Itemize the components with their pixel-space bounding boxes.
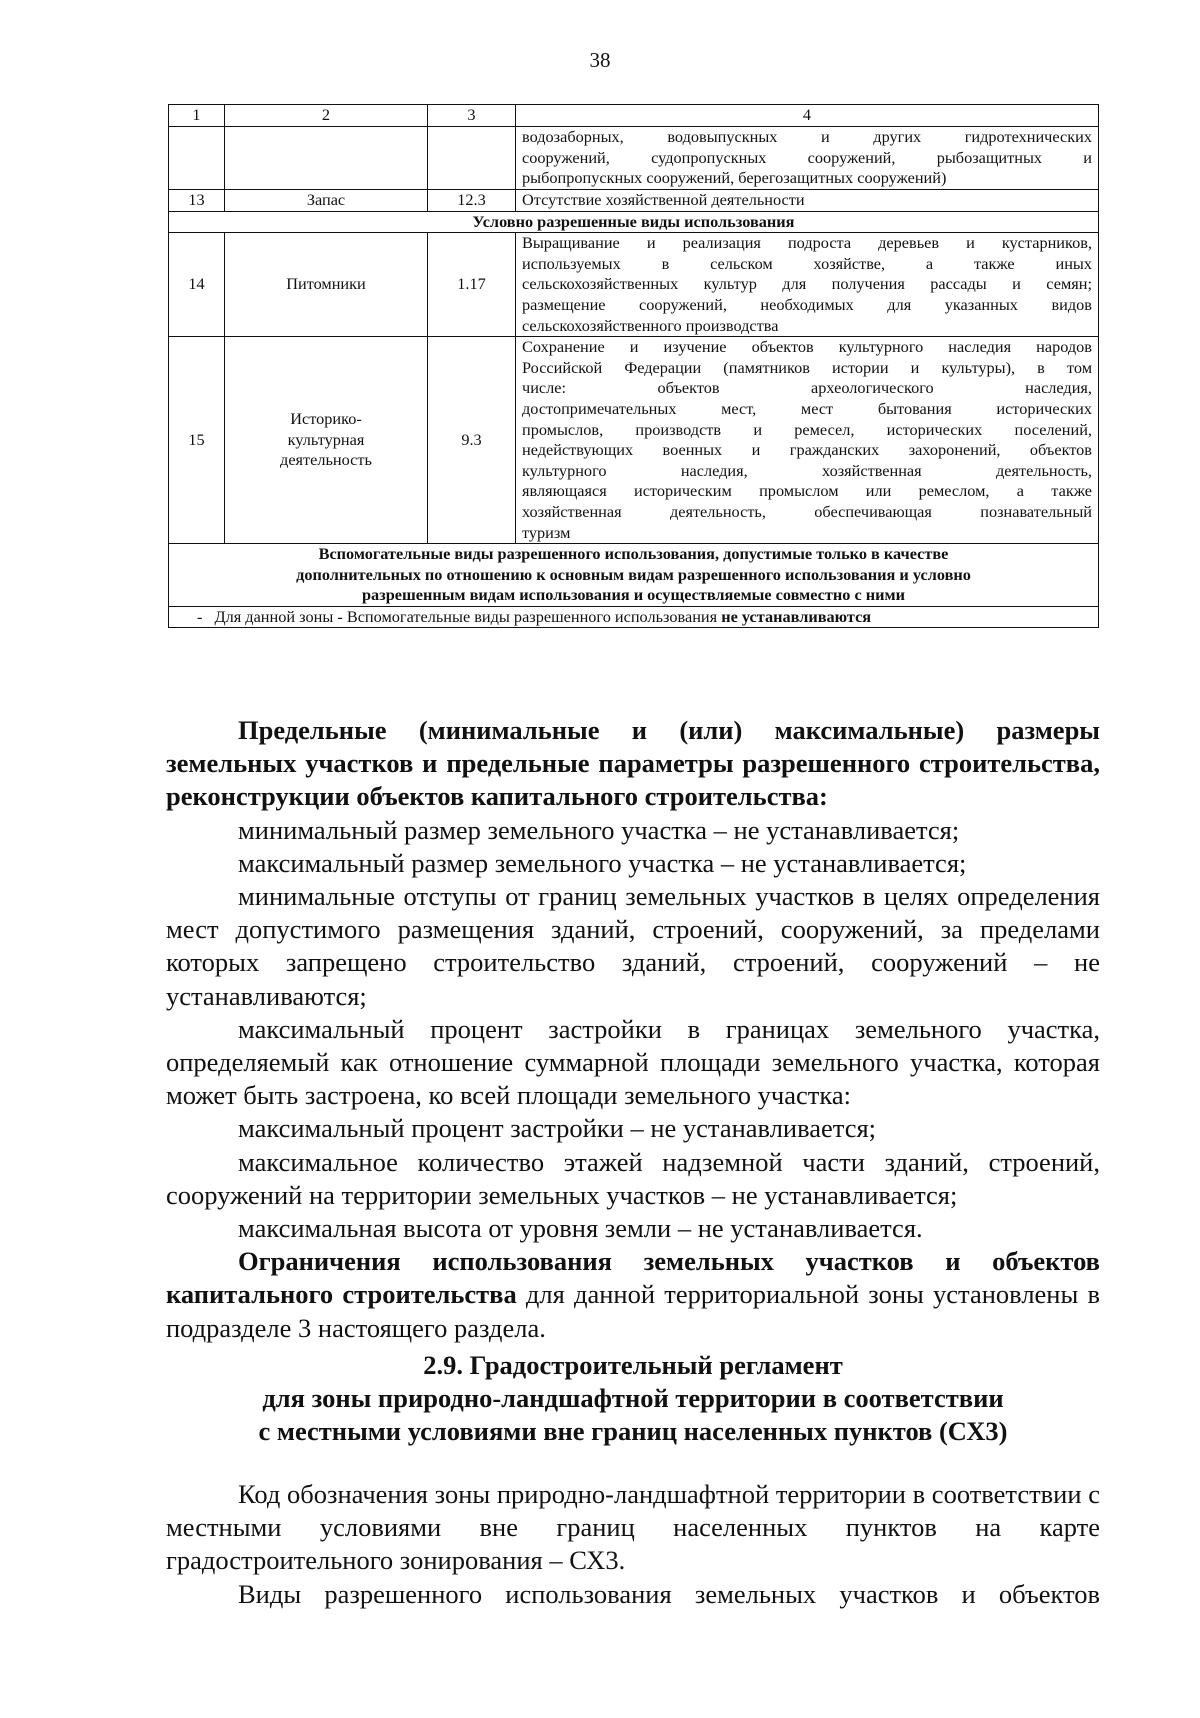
limits-block xyxy=(166,714,1100,1345)
page-number: 38 xyxy=(589,48,611,72)
use-description: Отсутствие хозяйственной деятельности xyxy=(516,190,1099,212)
limit-item: максимальное количество этажей надземной части зданий, строений, сооружений на территории земельных участков – не устанавливается; xyxy=(166,1146,1100,1210)
limit-item: максимальный процент застройки в границах земельного участка, определяемый как отношение суммарной площади земельного участка, которая может быть застроена, ко всей площади земельного участка: xyxy=(166,1013,1100,1111)
uses-paragraph: Виды разрешенного использования земельных участков и объектов xyxy=(238,1578,1100,1609)
row-number: 14 xyxy=(169,233,225,337)
continued-description: водозаборных, водовыпускных и других гидротехнических сооружений, судопропускных сооружений, рыбозащитных и рыбопропускных сооружений, берегозащитных сооружений) xyxy=(516,127,1099,190)
use-name: Историко- культурная деятельность xyxy=(225,337,428,544)
limits-heading: Предельные (минимальные и (или) максимальные) размеры земельных участков и предельные параметры разрешенного строительства, реконструкции объектов капитального строительства: xyxy=(166,715,1100,812)
note-text: Для данной зоны - Вспомогательные виды разрешенного использования xyxy=(214,606,718,626)
section-body xyxy=(166,1478,1100,1611)
land-use-table xyxy=(168,104,1099,628)
limit-item: минимальные отступы от границ земельных участков в целях определения мест допустимого размещения зданий, строений, сооружений, за пределами которых запрещено строительство зданий, строений, сооружений – не устанавливаются; xyxy=(166,881,1100,1011)
table-row-13 xyxy=(169,190,1099,212)
limit-item: максимальная высота от уровня земли – не устанавливается. xyxy=(238,1213,923,1244)
header-col-3: 3 xyxy=(428,105,516,127)
use-code: 1.17 xyxy=(428,233,516,337)
conditional-section-row xyxy=(169,211,1099,233)
limit-item: максимальный процент застройки – не устанавливается; xyxy=(238,1113,877,1144)
section-title: 2.9. Градостроительный регламент для зоны природно-ландшафтной территории в соответствии с местными условиями вне границ населенных пунктов (СХ3) xyxy=(258,1350,1008,1447)
header-col-2: 2 xyxy=(225,105,428,127)
limit-item: максимальный размер земельного участка – не устанавливается; xyxy=(238,847,967,878)
header-col-1: 1 xyxy=(169,105,225,127)
use-description: Сохранение и изучение объектов культурного наследия народов Российской Федерации (памятников истории и культуры), в том числе: объектов археологического наследия, достопримечательных мест, мест бытования исторических промыслов, производств и ремесел, исторических поселений, недействующих военных и гражданских захоронений, объектов культурного наследия, хозяйственная деятельность, являющаяся историческим промыслом или ремеслом, а также хозяйственная деятельность, обеспечивающая познавательный туризм xyxy=(516,337,1099,544)
row-number: 15 xyxy=(169,337,225,544)
use-name: Запас xyxy=(225,190,428,212)
table-header-row xyxy=(169,105,1099,127)
note-dash: - xyxy=(197,606,203,626)
table-row-14 xyxy=(169,233,1099,337)
use-description: Выращивание и реализация подроста деревьев и кустарников, используемых в сельском хозяйстве, а также иных сельскохозяйственных культур для получения рассады и семян; размещение сооружений, необходимых для указанных видов сельскохозяйственного производства xyxy=(516,233,1099,337)
use-code: 12.3 xyxy=(428,190,516,212)
auxiliary-section-row xyxy=(169,544,1099,607)
conditional-section-title: Условно разрешенные виды использования xyxy=(169,211,1099,233)
table-row-15 xyxy=(169,337,1099,544)
row-number: 13 xyxy=(169,190,225,212)
auxiliary-note-row xyxy=(169,606,1099,628)
use-name: Питомники xyxy=(225,233,428,337)
auxiliary-section-title: Вспомогательные виды разрешенного использования, допустимые только в качестве дополнительных по отношению к основным видам разрешенного использования и условно разрешенным видам использования и осуществляемые совместно с ними xyxy=(169,544,1099,607)
use-code: 9.3 xyxy=(428,337,516,544)
header-col-4: 4 xyxy=(516,105,1099,127)
zone-code-paragraph: Код обозначения зоны природно-ландшафтной территории в соответствии с местными условиями вне границ населенных пунктов на карте градостроительного зонирования – СХ3. xyxy=(166,1479,1100,1576)
restrictions-rest: для данной территориальной зоны установлены в подразделе 3 настоящего раздела. xyxy=(166,1279,1100,1343)
restrictions-bold: Ограничения использования земельных участков и объектов капитального строительства xyxy=(166,1246,1100,1310)
auxiliary-note xyxy=(169,606,1099,628)
table-row-continued xyxy=(169,127,1099,190)
restrictions-paragraph xyxy=(166,1245,1100,1345)
limit-item: минимальный размер земельного участка – не устанавливается; xyxy=(238,814,960,845)
note-bold: не устанавливаются xyxy=(721,606,872,626)
